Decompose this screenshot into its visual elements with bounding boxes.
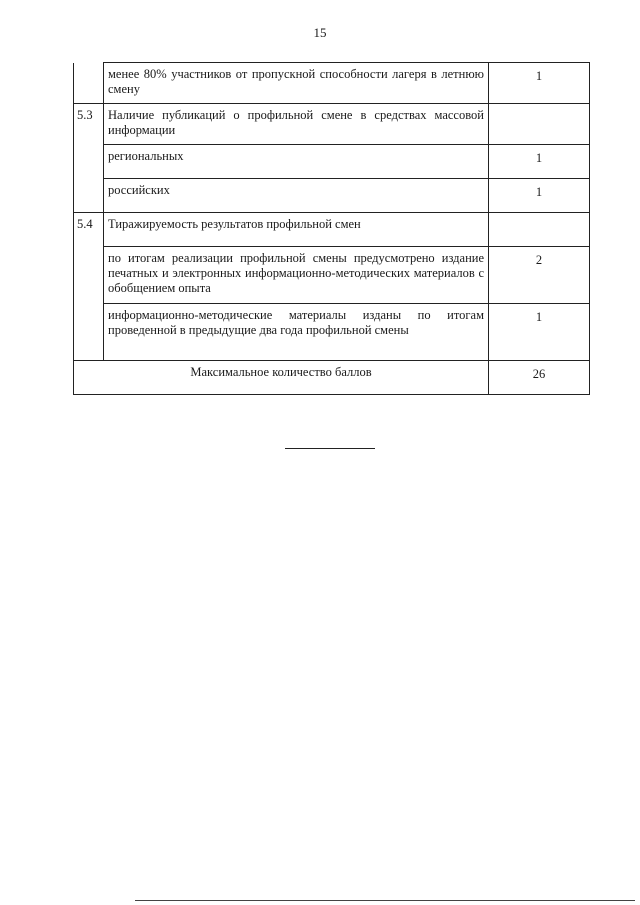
row-number	[74, 247, 104, 304]
criterion-text: Наличие публикаций о профильной смене в средствах массовой информации	[104, 104, 489, 145]
total-label: Максимальное количество баллов	[74, 361, 489, 395]
score-cell: 1	[489, 304, 590, 361]
row-number: 5.4	[74, 213, 104, 247]
table-row	[74, 304, 590, 361]
score-cell: 1	[489, 145, 590, 179]
row-number: 5.3	[74, 104, 104, 145]
criterion-text: менее 80% участников от пропускной способности лагеря в летнюю смену	[104, 63, 489, 104]
row-number	[74, 304, 104, 361]
criterion-text: информационно-методические материалы изданы по итогам проведенной в предыдущие два года профильной смены	[104, 304, 489, 361]
criterion-text: российских	[104, 179, 489, 213]
criterion-text: по итогам реализации профильной смены предусмотрено издание печатных и электронных информационно-методических материалов с обобщением опыта	[104, 247, 489, 304]
total-row	[74, 361, 590, 395]
table-row	[74, 63, 590, 104]
row-number	[74, 63, 104, 104]
row-number	[74, 179, 104, 213]
criterion-text: региональных	[104, 145, 489, 179]
table-row	[74, 104, 590, 145]
table-row	[74, 145, 590, 179]
score-cell: 1	[489, 179, 590, 213]
row-number	[74, 145, 104, 179]
score-cell: 1	[489, 63, 590, 104]
total-score: 26	[489, 361, 590, 395]
table-row	[74, 213, 590, 247]
criteria-table	[73, 62, 590, 395]
table-row	[74, 247, 590, 304]
page-number: 15	[313, 25, 327, 40]
score-cell	[489, 213, 590, 247]
criterion-text: Тиражируемость результатов профильной смен	[104, 213, 489, 247]
end-rule	[285, 448, 375, 449]
score-cell	[489, 104, 590, 145]
page-bottom-line	[135, 900, 635, 901]
score-cell: 2	[489, 247, 590, 304]
table-row	[74, 179, 590, 213]
